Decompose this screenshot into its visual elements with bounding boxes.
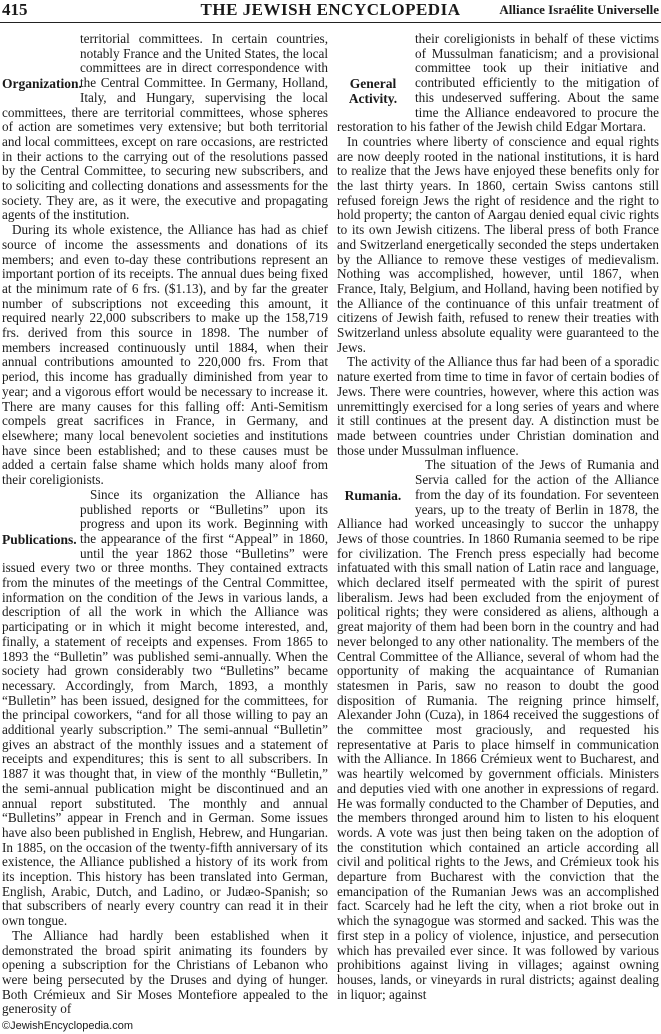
paragraph: In countries where liberty of conscience and equal rights are now deeply rooted in the national institutions, it is hard to realize that the Jews have enjoyed these benefits only for the last thirty years. In 1860, certain Swiss cantons still refused foreign Jews the right of residence and the right to hold property; the canton of Aargau denied equal civic rights to its own Jewish citizens. The liberal press of both France and Switzerland energetically seconded the steps undertaken by the Alliance to remove these vestiges of medievalism. Nothing was accomplished, however, until 1867, when France, Italy, Belgium, and Holland, having been notified by the Alliance of the continuance of this unfair treatment of citizens of Jewish faith, refused to renew their treaties with Switzerland unless absolute equality were guaranteed to the Jews. bbox=[337, 133, 659, 355]
right-column bbox=[337, 32, 659, 1002]
side-heading-rumania: Rumania. bbox=[344, 488, 402, 504]
page-number: 415 bbox=[2, 0, 28, 19]
paragraph: their coreligionists in behalf of these victims of Mussulman fanaticism; and a provisional committee took up their initiative and contributed efficiently to the mitigation of this undeserved suffering. About the same time the Alliance endeavored to procure the restoration to his father of the Jewish child Edgar Mortara. bbox=[337, 31, 659, 135]
side-heading-organization: Organization. bbox=[2, 76, 82, 91]
paragraph: territorial committees. In certain countries, notably France and the United States, the local committees are in direct correspondence with the Central Committee. In Germany, Holland, Italy, and Hungary, supervising the local committees, there are territorial committees, whose spheres of action are sometimes very extensive; but both territorial and local committees, except on rare occasions, are restricted in their actions to the carrying out of the resolutions passed by the Central Committee, to securing new subscribers, and to soliciting and collecting donations and assessments for the society. They are, as it were, the executive and propagating agents of the institution. bbox=[2, 31, 328, 223]
copyright-footer: ©JewishEncyclopedia.com bbox=[2, 1020, 133, 1032]
page-title: THE JEWISH ENCYCLOPEDIA bbox=[200, 0, 461, 19]
page-header bbox=[0, 0, 661, 20]
left-column bbox=[2, 32, 328, 1017]
paragraph: Since its organization the Alliance has published reports or “Bulletins” upon its progress and upon its work. Beginning with the appearance of the first “Appeal” in 1860, until the year 1862 those “Bulletins” were issued every two or three months. They contained extracts from the minutes of the meetings of the Central Committee, information on the condition of the Jews in various lands, a description of all the work in which the Alliance was participating or in which it might become interested, and, finally, a statement of receipts and expenses. From 1865 to 1893 the “Bulletin” was published semi-annually. When the society had grown considerably two “Bulletins” became necessary. Accordingly, from March, 1893, a monthly “Bulletin” has been issued, designed for the committees, for the principal coworkers, “and for all those willing to pay an additional yearly subscription.” The semi-annual “Bulletin” gives an abstract of the monthly issues and a statement of receipts and expenditures; this is sent to all subscribers. In 1887 it was thought that, in view of the monthly “Bulletin,” the semi-annual publication might be discontinued and an annual report substituted. The monthly and annual “Bulletins” appear in French and in German. Some issues have also been published in English, Hebrew, and Hungarian. In 1885, on the occasion of the twenty-fifth anniversary of its existence, the Alliance published a history of its work from its inception. This history has been translated into German, English, Arabic, Dutch, and Ladino, or Judæo-Spanish; so that subscribers of nearly every country can read it in their own tongue. bbox=[2, 486, 328, 929]
header-rule bbox=[0, 22, 661, 23]
paragraph: The situation of the Jews of Rumania and Servia called for the action of the Alliance from the day of its foundation. For seventeen years, up to the treaty of Berlin in 1878, the Alliance had worked unceasingly to succor the unhappy Jews of those countries. In 1860 Rumania seemed to be ripe for civilization. The French press especially had become infatuated with this small nation of Latin race and language, which declared itself permeated with the spirit of purest liberalism. Jews had been excluded from the enjoyment of political rights; they were considered as aliens, although a great majority of them had been born in the country and had never belonged to any other nationality. The members of the Central Committee of the Alliance, several of whom had the opportunity of making the acquaintance of Rumanian statesmen in Paris, saw no reason to doubt the good disposition of Rumania. The reigning prince himself, Alexander John (Cuza), in 1864 received the suggestions of the committee most graciously, and requested his representative at Paris to place himself in communication with the Alliance. In 1866 Crémieux went to Bucharest, and was heartily welcomed by government officials. Ministers and deputies vied with one another in expressions of regard. He was formally conducted to the Chamber of Deputies, and the members thronged around him to listen to his eloquent words. A vote was just then being taken on the adoption of the constitution which contained an article according all civil and political rights to the Jews, and Crémieux took his departure from Bucharest with the conviction that the emancipation of the Rumanian Jews was an accomplished fact. Scarcely had he left the city, when a riot broke out in which the synagogue was stormed and sacked. This was the first step in a policy of violence, injustice, and persecution which has prevailed ever since. It was followed by various prohibitions against living in villages; against owning houses, lands, or vineyards in rural districts; against dealing in liquor; against bbox=[337, 457, 659, 1002]
paragraph: During its whole existence, the Alliance has had as chief source of income the assessments and donations of its members; and even to-day these contributions represent an important portion of its receipts. The annual dues being fixed at the minimum rate of 6 frs. ($1.13), and by far the greater number of subscriptions not exceeding this amount, it required nearly 22,000 subscribers to make up the 158,719 frs. derived from this source in 1898. The number of members increased continuously until 1884, when their annual contributions amounted to 220,000 frs. From that period, this income has gradually diminished from year to year; and a vigorous effort would be necessary to increase it. There are many causes for this falling off: Anti-Semitism compels great sacrifices in France, in Germany, and elsewhere; many local benevolent societies and institutions have since been established; and to these causes must be added a certain false shame which holds many aloof from their coreligionists. bbox=[2, 222, 328, 488]
running-head: Alliance Israélite Universelle bbox=[499, 2, 659, 17]
paragraph: The activity of the Alliance thus far had been of a sporadic nature exerted from time to time in favor of certain bodies of Jews. There were countries, however, where this action was unremittingly exercised for a long series of years and where it still continues at the present day. A distinction must be made between countries under Christian domination and those under Mussulman influence. bbox=[337, 354, 659, 458]
side-heading-publications: Publications. bbox=[2, 531, 77, 547]
side-heading-general-activity: General Activity. bbox=[348, 76, 398, 106]
paragraph: The Alliance had hardly been established when it demonstrated the broad spirit animating its founders by opening a subscription for the Christians of Lebanon who were being persecuted by the Druses and dying of hunger. Both Crémieux and Sir Moses Montefiore appealed to the generosity of bbox=[2, 927, 328, 1017]
